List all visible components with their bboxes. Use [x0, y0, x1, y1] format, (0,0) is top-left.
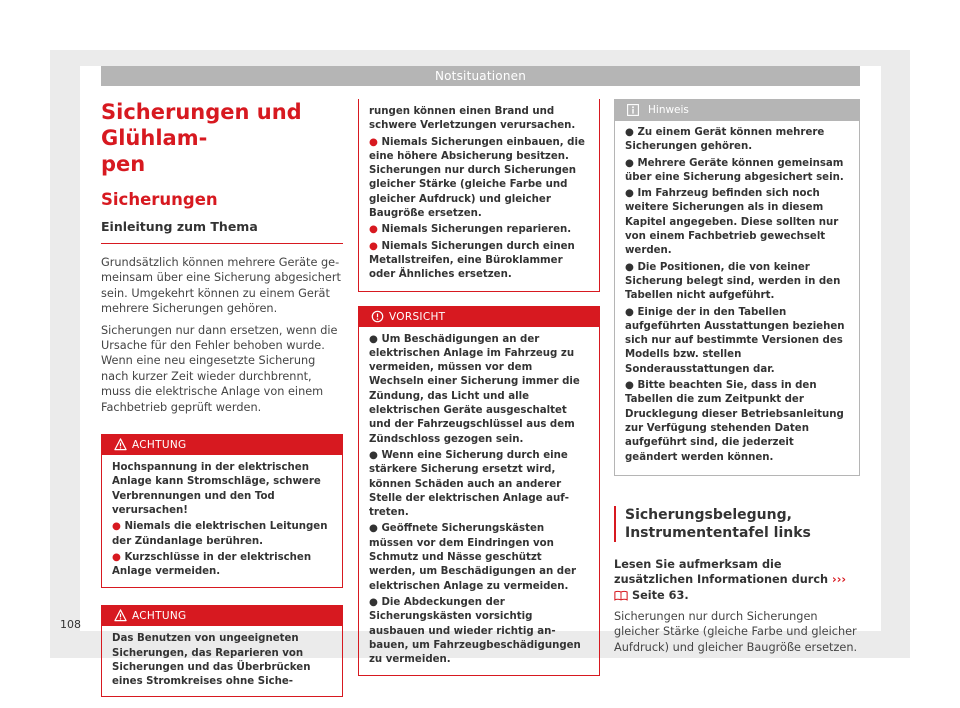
- warning-item: [112, 520, 332, 549]
- bullet-icon: ●: [369, 449, 382, 461]
- caution-item: [369, 596, 589, 667]
- hint-item: [625, 261, 849, 304]
- reference-arrows: ›››: [832, 573, 847, 587]
- warning-box-2-continued: [358, 99, 600, 292]
- bullet-icon: ●: [369, 240, 382, 252]
- hint-item: [625, 126, 849, 155]
- intro-paragraph-2: Sicherungen nur dann ersetzen, wenn die Ursache für den Fehler behoben wurde. Wenn eine neu eingesetzte Sicherung nach kurzer Zeit wieder durchbrennt, muss die elektrische Anlage von einem Fachbetrieb geprüft werden.: [101, 323, 338, 414]
- hint-header: [615, 100, 859, 121]
- caution-label: VORSICHT: [389, 310, 446, 323]
- intro-heading: Einleitung zum Thema: [101, 219, 343, 244]
- caution-circle-icon: [371, 310, 384, 323]
- bullet-icon: ●: [625, 306, 638, 318]
- caution-header: [359, 307, 599, 327]
- warning-text: rungen können einen Brand und schwere Verletzungen verursachen.: [369, 106, 576, 132]
- warning-box-2: [101, 605, 343, 696]
- page-number: 108: [60, 618, 81, 631]
- bullet-icon: ●: [625, 261, 638, 273]
- bullet-icon: ●: [625, 188, 638, 200]
- hint-item-text: Einige der in den Tabellen aufgeführten Ausstattungen beziehen sich nur auf bestimmte Versionen des Modells bzw. stellen Sonderausstattungen dar.: [625, 306, 845, 375]
- column-right: [614, 86, 860, 655]
- caution-item: [369, 333, 589, 447]
- chapter-title-line-1: Sicherungen und Glühlam-: [101, 100, 302, 150]
- caution-item-text: Um Beschädigungen an der elektrischen Anlage im Fahrzeug zu vermeiden, müssen vor dem Wechseln einer Sicherung immer die Zündung, das Licht und alle elektrischen Geräte ausgeschaltet und der Fahrzeugschlüssel aus dem Zündschloss gezogen sein.: [369, 333, 580, 445]
- chapter-title: [101, 99, 343, 177]
- fuse-section-title: Sicherungsbelegung, Instrumententafel links: [614, 506, 855, 542]
- warning-item-text: Niemals die elektrischen Leitungen der Zündanlage berühren.: [112, 521, 328, 547]
- bullet-icon: ●: [112, 521, 125, 533]
- bullet-icon: ●: [369, 333, 382, 345]
- book-reference-icon[interactable]: [614, 590, 628, 601]
- column-middle: [358, 86, 600, 676]
- page-reference-link[interactable]: Seite 63.: [631, 588, 689, 602]
- warning-triangle-icon: [114, 438, 127, 451]
- warning-item: [369, 240, 589, 283]
- bullet-icon: ●: [369, 596, 382, 608]
- warning-item-text: Niemals Sicherungen reparieren.: [381, 224, 572, 236]
- bullet-icon: ●: [112, 551, 125, 563]
- caution-body: [359, 327, 599, 676]
- warning-item: [112, 551, 332, 580]
- caution-item-text: Die Abdeckungen der Sicherungskästen vorsichtig ausbauen und wieder richtig anbauen, um Fahrzeugbeschädigungen zu vermeiden.: [369, 596, 581, 666]
- hint-item-text: Die Positionen, die von keiner Sicherung belegt sind, werden in den Tabellen nicht aufgeführt.: [625, 261, 841, 302]
- warning-label: ACHTUNG: [132, 610, 187, 623]
- hint-box: [614, 99, 860, 476]
- hint-item-text: Im Fahrzeug befinden sich noch weitere Sicherungen als in diesem Kapitel angegeben. Diese sollten nur von einem Fachbetrieb gewechselt werden.: [625, 188, 839, 257]
- lead-text: Lesen Sie aufmerksam die zusätzlichen Informationen durch: [614, 557, 833, 587]
- warning-label: ACHTUNG: [132, 439, 187, 452]
- caution-item: [369, 449, 589, 520]
- column-left: [101, 86, 343, 697]
- bullet-icon: ●: [369, 523, 382, 535]
- lead-paragraph: [614, 557, 860, 603]
- caution-box: [358, 306, 600, 677]
- warning-item: [369, 223, 589, 237]
- warning-item: [369, 136, 589, 222]
- hint-label: Hinweis: [648, 104, 689, 116]
- warning-body: [102, 626, 342, 695]
- hint-item-text: Bitte beachten Sie, dass in den Tabellen die zum Zeitpunkt der Drucklegung dieser Betriebsanleitung zur Verfügung stehenden Daten aufgeführt sind, die jederzeit geändert werden können.: [625, 380, 844, 463]
- hint-item: [625, 306, 849, 377]
- hint-body: [615, 121, 859, 475]
- hint-item-text: Mehrere Geräte können gemeinsam über eine Sicherung abgesichert sein.: [625, 157, 844, 183]
- caution-item-text: Geöffnete Sicherungskästen müssen vor dem Eindringen von Schmutz und Nässe geschützt werden, um Beschädigungen an der elektrischen Anlage zu vermeiden.: [369, 523, 577, 592]
- warning-text: Das Benutzen von ungeeigneten Sicherungen, das Reparieren von Sicherungen und das Überbrücken eines Stromkreises ohne Siche-: [112, 633, 311, 688]
- hint-item: [625, 187, 849, 258]
- hint-item: [625, 157, 849, 186]
- warning-item-text: Niemals Sicherungen einbauen, die eine höhere Absicherung besitzen. Sicherungen nur durch Sicherungen gleicher Stärke (gleiche Farbe und gleicher Aufdruck) und gleicher Baugröße ersetzen.: [369, 136, 585, 220]
- warning-box-1: [101, 434, 343, 588]
- warning-item-text: Niemals Sicherungen durch einen Metallstreifen, eine Büroklammer oder Ähnliches ersetzen.: [369, 240, 575, 281]
- section-header: Notsituationen: [101, 66, 860, 86]
- bullet-icon: ●: [625, 380, 638, 392]
- warning-body: [359, 99, 599, 291]
- warning-item-text: Kurzschlüsse in der elektrischen Anlage vermeiden.: [112, 551, 312, 578]
- bullet-icon: ●: [625, 127, 638, 138]
- hint-item-text: Zu einem Gerät können mehrere Sicherungen gehören.: [625, 127, 825, 153]
- bullet-icon: ●: [625, 157, 638, 169]
- bullet-icon: ●: [369, 224, 382, 236]
- caution-item: [369, 522, 589, 593]
- warning-header: [102, 435, 342, 455]
- warning-triangle-icon: [114, 609, 127, 622]
- intro-paragraph-1: Grundsätzlich können mehrere Geräte gemeinsam über eine Sicherung abgesichert sein. Umgekehrt können zu einem Gerät mehrere Sicherungen gehören.: [101, 256, 341, 316]
- hint-item: [625, 379, 849, 465]
- info-icon: [627, 104, 639, 116]
- fuse-paragraph: Sicherungen nur durch Sicherungen gleicher Stärke (gleiche Farbe und gleicher Aufdruck) und gleicher Baugröße ersetzen.: [614, 610, 858, 654]
- warning-text: Hochspannung in der elektrischen Anlage kann Stromschläge, schwere Verbrennungen und den Tod verursachen!: [112, 462, 321, 516]
- chapter-title-line-2: pen: [101, 152, 146, 176]
- bullet-icon: ●: [369, 136, 382, 148]
- warning-body: [102, 455, 342, 587]
- caution-item-text: Wenn eine Sicherung durch eine stärkere Sicherung ersetzt wird, können Schäden auch an anderer Stelle der elektrischen Anlage auftreten.: [369, 449, 569, 519]
- section-subtitle: Sicherungen: [101, 190, 218, 209]
- warning-header: [102, 606, 342, 626]
